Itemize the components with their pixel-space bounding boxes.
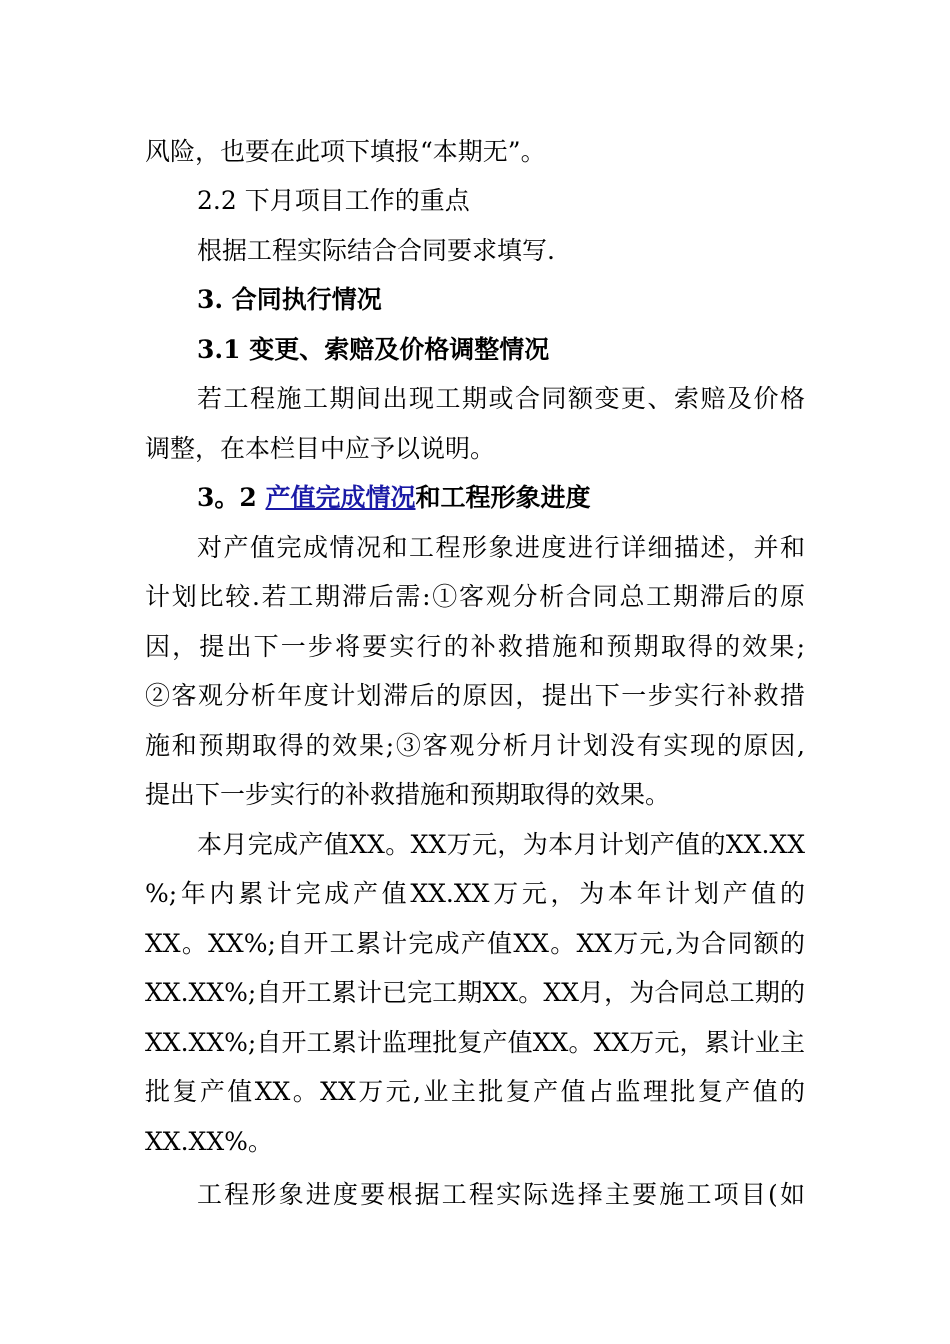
section-heading-3: 3. 合同执行情况 — [197, 285, 382, 314]
heading-text: 和工程形象进度 — [415, 483, 591, 512]
text-line: 工程形象进度要根据工程实际选择主要施工项目(如 — [197, 1180, 805, 1209]
text-line: XX.XX%。 — [145, 1127, 273, 1156]
text-line: 计划比较.若工期滞后需:①客观分析合同总工期滞后的原 — [145, 582, 805, 611]
text-line: XX.XX%;自开工累计监理批复产值XX。XX万元，累计业主 — [145, 1028, 805, 1057]
section-heading-3-1: 3.1 变更、索赔及价格调整情况 — [197, 335, 550, 364]
text-line: 调整，在本栏目中应予以说明。 — [145, 434, 496, 463]
text-line: 批复产值XX。XX万元,业主批复产值占监理批复产值的 — [145, 1077, 805, 1106]
text-line: 因，提出下一步将要实行的补救措施和预期取得的效果; — [145, 632, 805, 661]
text-line: 本月完成产值XX。XX万元，为本月计划产值的XX.XX — [197, 830, 805, 859]
heading-number: 3。2 — [197, 483, 266, 512]
text-line: XX.XX%;自开工累计已完工期XX。XX月，为合同总工期的 — [145, 978, 805, 1007]
text-line: ②客观分析年度计划滞后的原因，提出下一步实行补救措 — [145, 681, 805, 710]
text-line: 风险，也要在此项下填报“本期无”。 — [145, 137, 546, 166]
text-line: 若工程施工期间出现工期或合同额变更、索赔及价格 — [197, 384, 805, 413]
output-value-link[interactable]: 产值完成情况 — [265, 483, 416, 512]
section-heading-2-2: 2.2 下月项目工作的重点 — [197, 186, 470, 215]
text-line: %;年内累计完成产值XX.XX万元，为本年计划产值的 — [145, 879, 805, 908]
text-line: XX。XX%;自开工累计完成产值XX。XX万元,为合同额的 — [145, 929, 805, 958]
text-line: 对产值完成情况和工程形象进度进行详细描述，并和 — [197, 533, 805, 562]
section-heading-3-2 — [197, 481, 805, 515]
text-line: 根据工程实际结合合同要求填写. — [197, 236, 555, 265]
text-line: 提出下一步实行的补救措施和预期取得的效果。 — [145, 780, 671, 809]
text-line: 施和预期取得的效果;③客观分析月计划没有实现的原因, — [145, 731, 805, 760]
